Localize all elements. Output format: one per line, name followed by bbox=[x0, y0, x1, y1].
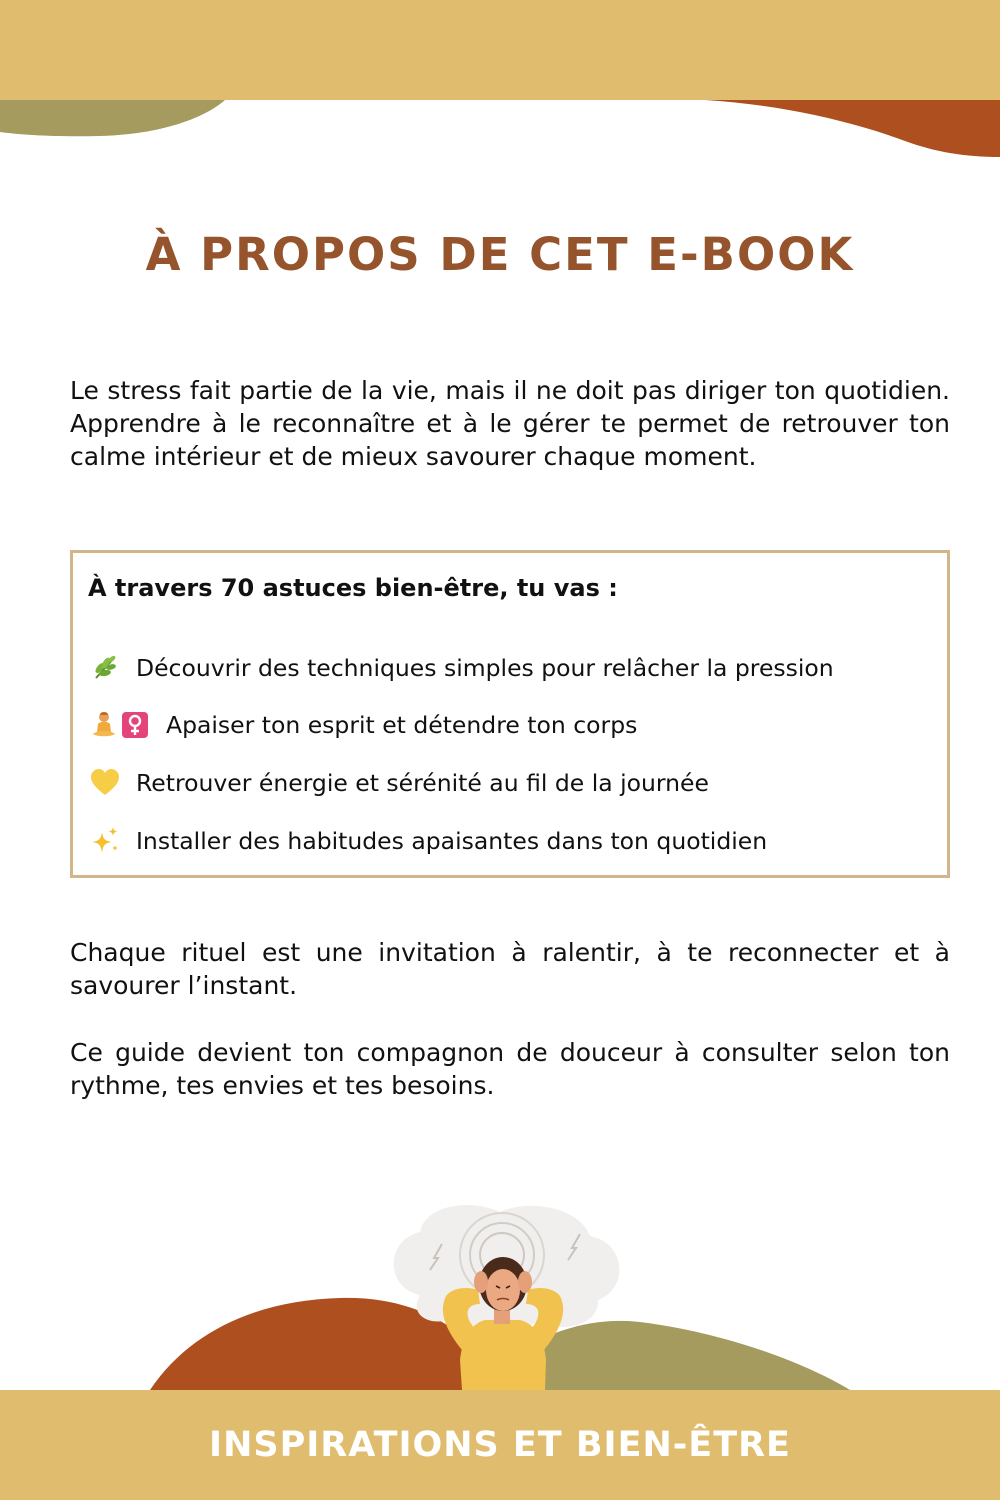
top-right-rust-blob bbox=[705, 100, 1000, 157]
yellow-heart-icon bbox=[89, 767, 121, 799]
meditating-woman-icon bbox=[89, 709, 151, 741]
page-title: À PROPOS DE CET E-BOOK bbox=[145, 228, 855, 281]
benefits-box bbox=[70, 550, 950, 878]
list-item bbox=[89, 705, 637, 745]
list-item-text: Apaiser ton esprit et détendre ton corps bbox=[166, 711, 638, 739]
list-item bbox=[89, 763, 709, 803]
intro-paragraph: Le stress fait partie de la vie, mais il ne doit pas diriger ton quotidien. Apprendre à le reconnaître et à le gérer te permet de retrouver ton calme intérieur et de mieux savourer chaque moment. bbox=[70, 376, 950, 471]
list-item-text: Découvrir des techniques simples pour relâcher la pression bbox=[136, 654, 834, 682]
sparkles-icon bbox=[89, 825, 121, 857]
top-decoration bbox=[0, 0, 1000, 160]
ritual-paragraph: Chaque rituel est une invitation à ralentir, à te reconnecter et à savourer l’instant. bbox=[70, 938, 950, 1000]
footer-brand: INSPIRATIONS ET BIEN-ÊTRE bbox=[209, 1425, 791, 1465]
list-item bbox=[89, 648, 834, 688]
guide-paragraph: Ce guide devient ton compagnon de douceur à consulter selon ton rythme, tes envies et tes besoins. bbox=[70, 1038, 950, 1100]
list-item-text: Retrouver énergie et sérénité au fil de la journée bbox=[136, 769, 709, 797]
bottom-decoration bbox=[0, 1200, 1000, 1400]
benefits-intro: À travers 70 astuces bien-être, tu vas : bbox=[88, 574, 618, 602]
herb-icon bbox=[89, 652, 121, 684]
list-item-text: Installer des habitudes apaisantes dans ton quotidien bbox=[136, 827, 768, 855]
list-item bbox=[89, 821, 767, 861]
top-left-olive-blob bbox=[0, 100, 225, 136]
